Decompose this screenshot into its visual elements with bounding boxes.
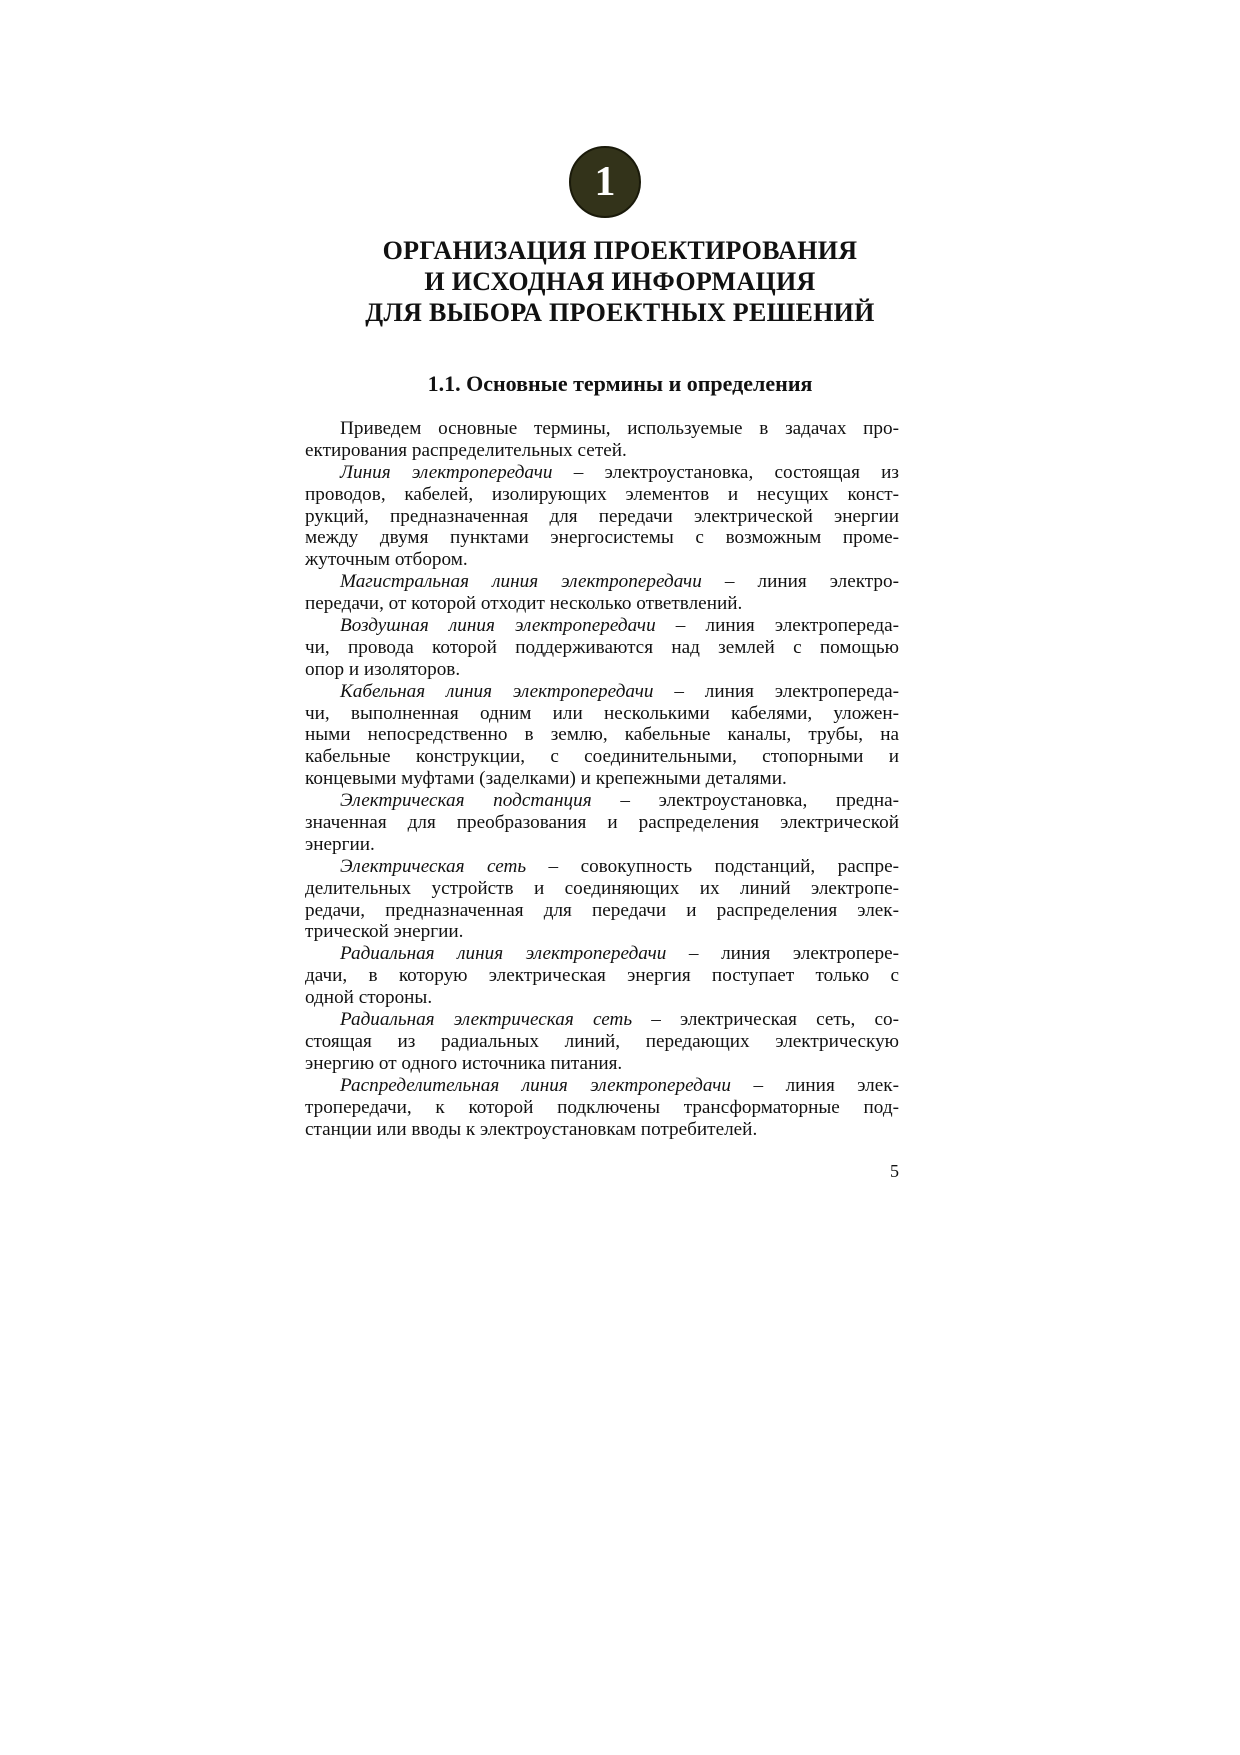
paragraph: [305, 1075, 899, 1141]
term-definition-label: Электрическая подстанция: [340, 790, 592, 812]
line-text: концевыми муфтами (заделками) и крепежными деталями.: [305, 768, 787, 790]
text-line: [305, 1097, 899, 1119]
text-line: [305, 1053, 899, 1075]
line-text: энергию от одного источника питания.: [305, 1052, 623, 1074]
line-text: – линия электропереда-: [653, 680, 900, 702]
text-line: [305, 987, 899, 1009]
paragraph: [305, 856, 899, 944]
chapter-title: [300, 235, 940, 328]
chapter-number-badge: 1: [569, 146, 641, 218]
line-text: опор и изоляторов.: [305, 658, 461, 680]
line-text: передачи, от которой отходит несколько ответвлений.: [305, 593, 743, 615]
line-text: – линия электропереда-: [655, 615, 900, 637]
term-definition-label: Магистральная линия электропередачи: [340, 571, 702, 593]
text-line: [305, 681, 899, 703]
term-definition-label: Кабельная линия электропередачи: [340, 680, 654, 702]
term-definition-label: Распределительная линия электропередачи: [340, 1074, 731, 1096]
text-line: [305, 790, 899, 812]
text-line: [305, 1031, 899, 1053]
text-line: [305, 440, 899, 462]
line-text: Приведем основные термины, используемые в задачах про-: [340, 418, 899, 439]
line-text: дачи, в которую электрическая энергия поступает только с: [305, 965, 899, 987]
text-line: [305, 943, 899, 965]
paragraph: [305, 681, 899, 790]
text-line: [305, 1119, 899, 1141]
term-definition-label: Радиальная электрическая сеть: [340, 1009, 633, 1031]
text-line: [305, 1009, 899, 1031]
page-number: 5: [890, 1161, 899, 1181]
text-line: [305, 462, 899, 484]
text-line: [305, 484, 899, 506]
line-text: делительных устройств и соединяющих их линий электропе-: [305, 877, 899, 899]
line-text: станции или вводы к электроустановкам потребителей.: [305, 1118, 758, 1140]
paragraph: [305, 615, 899, 681]
body-text: [305, 418, 899, 1140]
term-definition-label: Электрическая сеть: [340, 855, 527, 877]
text-line: [305, 506, 899, 528]
term-definition-label: Линия электропередачи: [340, 461, 553, 483]
text-line: [305, 724, 899, 746]
text-line: [305, 571, 899, 593]
line-text: значенная для преобразования и распределения электрической: [305, 812, 899, 834]
text-line: [305, 637, 899, 659]
paragraph: [305, 790, 899, 856]
line-text: чи, выполненная одним или несколькими кабелями, уложен-: [305, 702, 899, 724]
line-text: энергии.: [305, 833, 375, 855]
text-line: [305, 834, 899, 856]
text-line: [305, 878, 899, 900]
text-line: [305, 615, 899, 637]
line-text: тропередачи, к которой подключены трансформаторные под-: [305, 1096, 899, 1118]
text-line: [305, 418, 899, 440]
line-text: одной стороны.: [305, 987, 433, 1009]
term-definition-label: Воздушная линия электропередачи: [340, 615, 656, 637]
line-text: – совокупность подстанций, распре-: [526, 855, 899, 877]
chapter-title-line: ОРГАНИЗАЦИЯ ПРОЕКТИРОВАНИЯ: [382, 236, 858, 265]
text-line: [305, 900, 899, 922]
text-line: [305, 1075, 899, 1097]
paragraph: [305, 571, 899, 615]
line-text: жуточным отбором.: [305, 549, 468, 571]
text-line: [305, 593, 899, 615]
line-text: – электрическая сеть, со-: [632, 1009, 899, 1031]
text-line: [305, 549, 899, 571]
section-title: 1.1. Основные термины и определения: [427, 371, 813, 396]
paragraph: [305, 462, 899, 571]
line-text: кабельные конструкции, с соединительными, стопорными и: [305, 746, 899, 768]
line-text: рукций, предназначенная для передачи электрической энергии: [305, 505, 899, 527]
chapter-title-line: И ИСХОДНАЯ ИНФОРМАЦИЯ: [424, 267, 816, 296]
line-text: редачи, предназначенная для передачи и распределения элек-: [305, 899, 899, 921]
paragraph: [305, 943, 899, 1009]
text-line: [305, 856, 899, 878]
line-text: стоящая из радиальных линий, передающих электрическую: [305, 1030, 899, 1052]
line-text: проводов, кабелей, изолирующих элементов и несущих конст-: [305, 483, 899, 505]
text-line: [305, 812, 899, 834]
line-text: – линия электропере-: [666, 943, 899, 965]
term-definition-label: Радиальная линия электропередачи: [340, 943, 667, 965]
text-line: [305, 527, 899, 549]
line-text: между двумя пунктами энергосистемы с возможным проме-: [305, 527, 899, 549]
chapter-title-line: ДЛЯ ВЫБОРА ПРОЕКТНЫХ РЕШЕНИЙ: [365, 298, 875, 327]
line-text: – линия электро-: [701, 571, 899, 593]
line-text: – линия элек-: [730, 1074, 899, 1096]
text-line: [305, 659, 899, 681]
text-line: [305, 703, 899, 725]
text-line: [305, 746, 899, 768]
paragraph: [305, 418, 899, 462]
line-text: – электроустановка, состоящая из: [552, 461, 899, 483]
line-text: чи, провода которой поддерживаются над землей с помощью: [305, 636, 899, 658]
line-text: – электроустановка, предна-: [591, 790, 899, 812]
text-line: [305, 965, 899, 987]
text-line: [305, 768, 899, 790]
line-text: ными непосредственно в землю, кабельные каналы, трубы, на: [305, 724, 899, 746]
text-line: [305, 921, 899, 943]
line-text: ектирования распределительных сетей.: [305, 439, 627, 461]
paragraph: [305, 1009, 899, 1075]
line-text: трической энергии.: [305, 921, 464, 943]
